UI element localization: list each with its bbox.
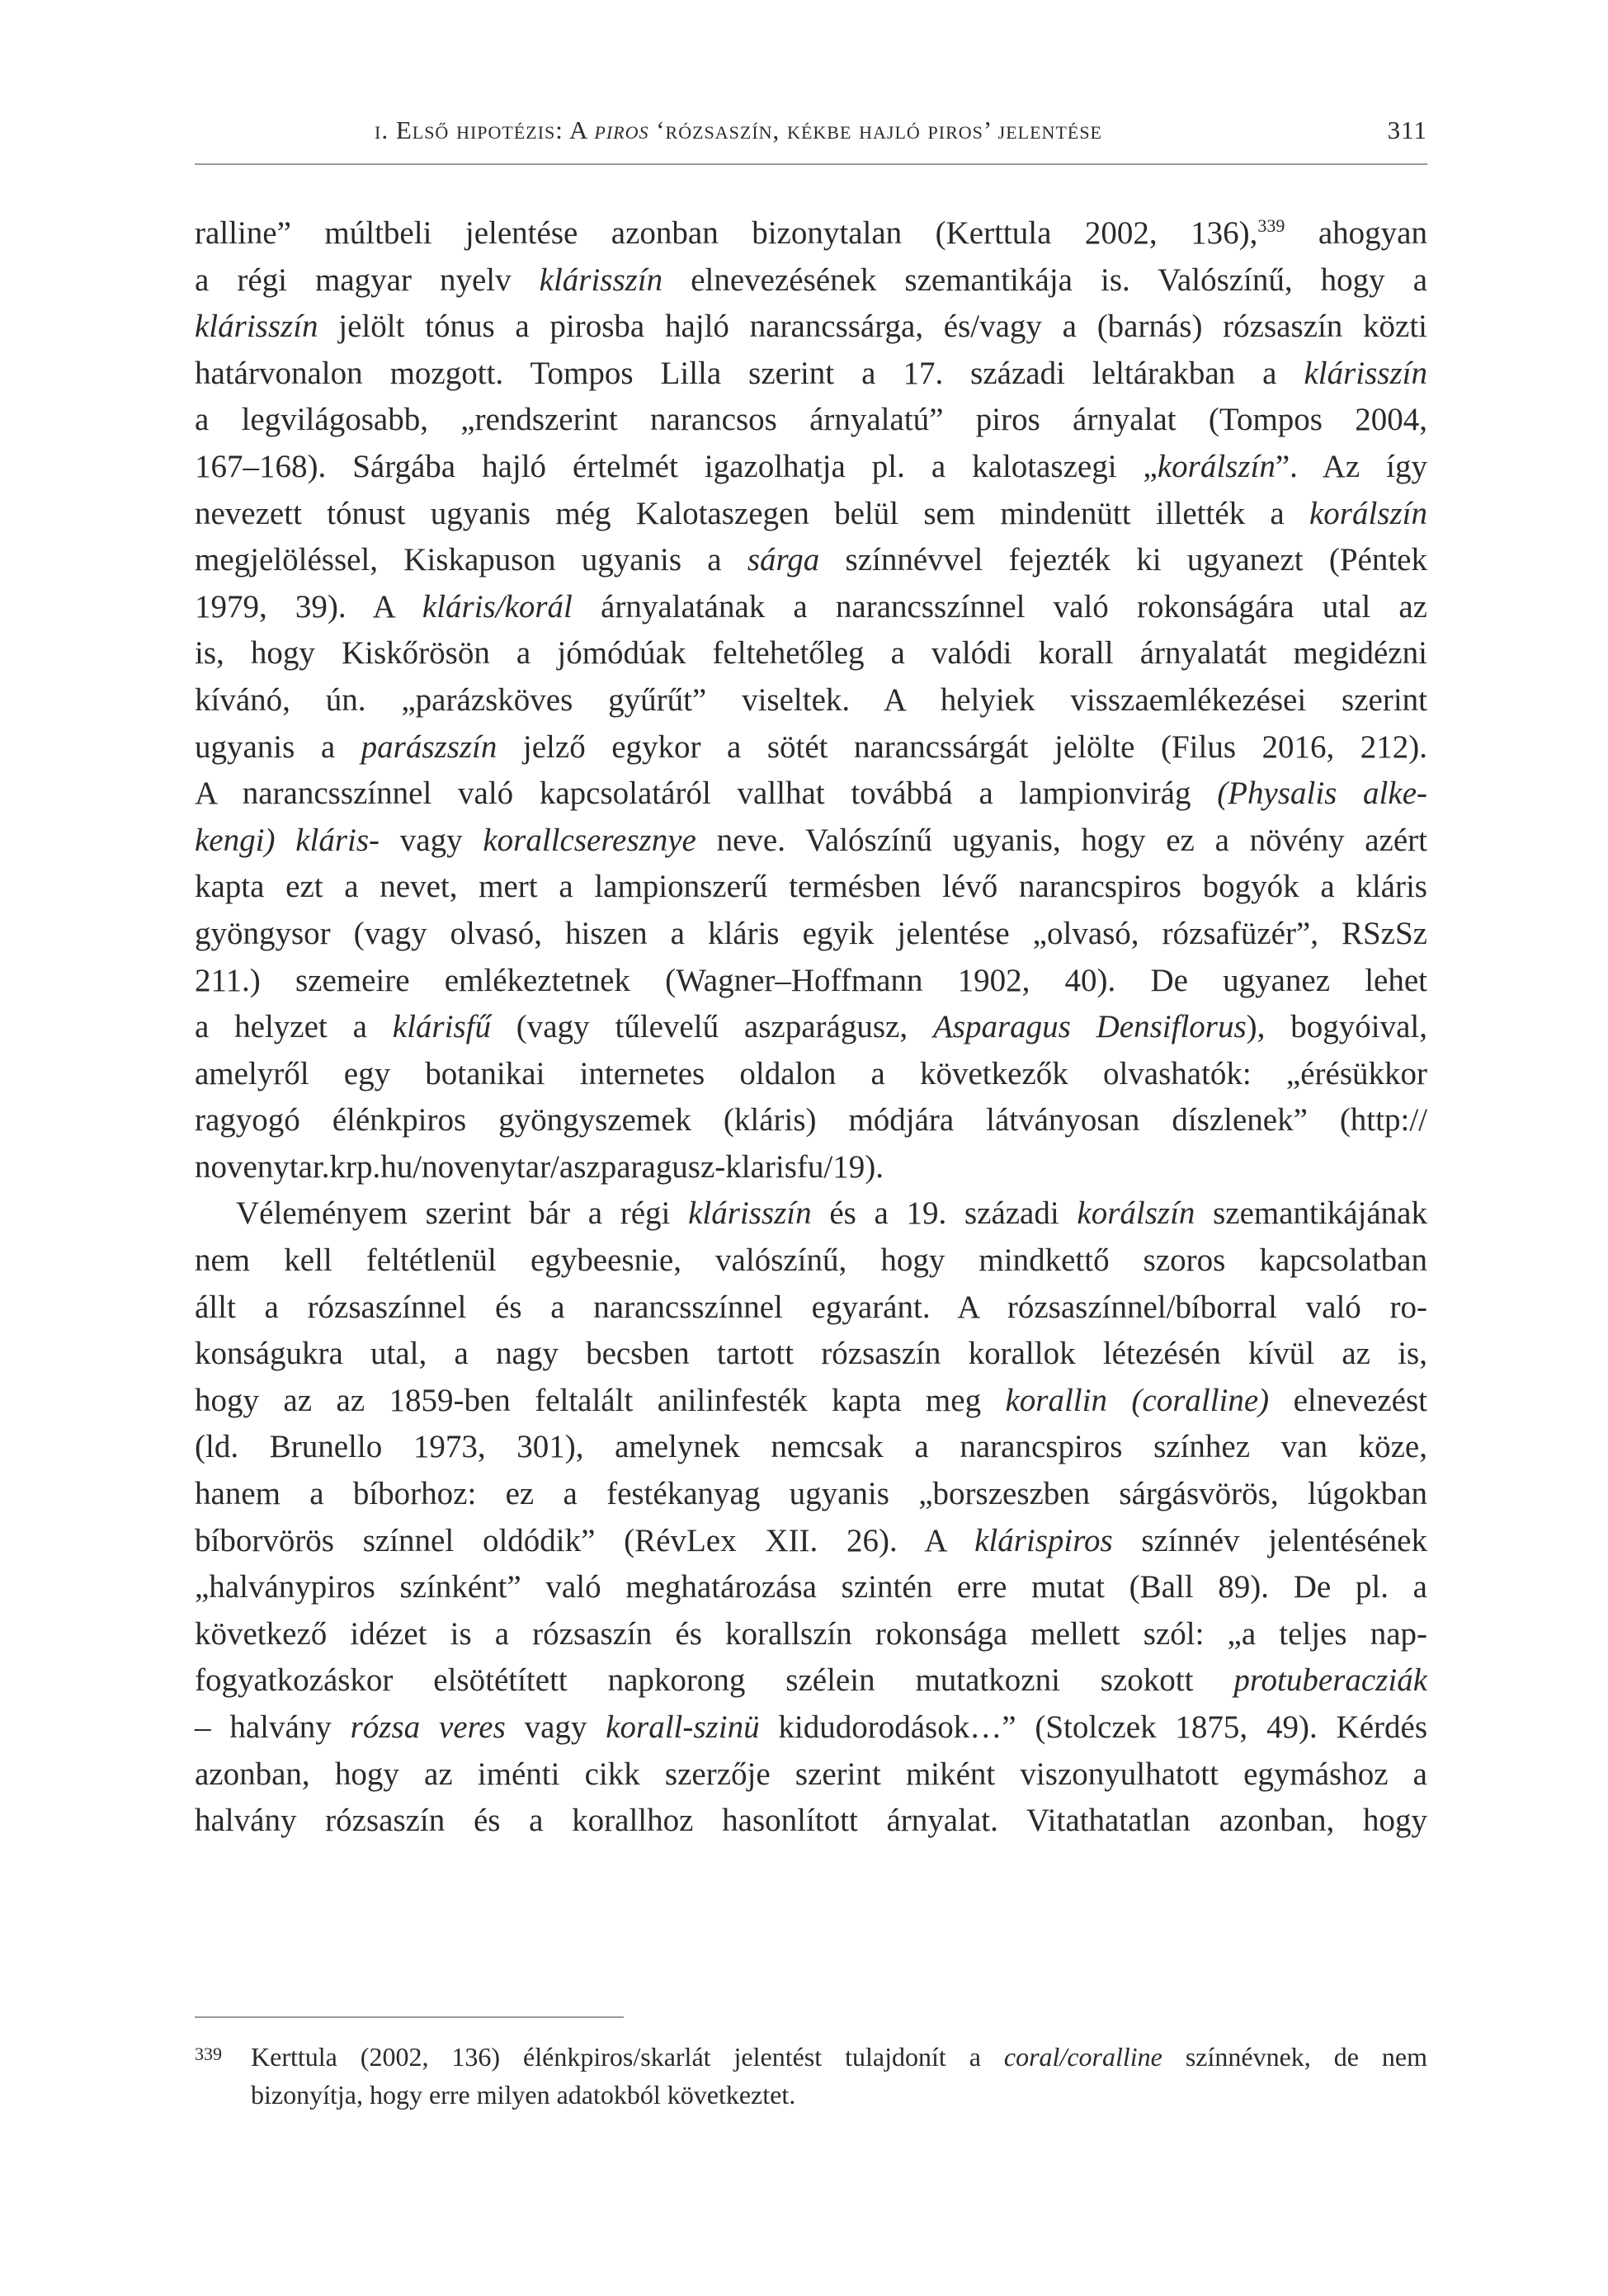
text-line: hogy az az 1859-ben feltalált anilinfesték kapta meg korallin (coralline) elnevezést bbox=[195, 1382, 1427, 1418]
footnote-line: Kerttula (2002, 136) élénkpiros/skarlát jelentést tulajdonít a coral/coralline színnévnek, de nem bbox=[251, 2042, 1428, 2072]
text-line: „halványpiros színként” való meghatározása szintén erre mutat (Ball 89). De pl. a bbox=[195, 1569, 1427, 1605]
text-line: a helyzet a klárisfű (vagy tűlevelű aszparágusz, Asparagus Densiflorus), bogyóival, bbox=[195, 1009, 1427, 1045]
text-line: azonban, hogy az iménti cikk szerzője szerint miként viszonyulhatott egymáshoz a bbox=[195, 1756, 1427, 1792]
text-line: ugyanis a parászszín jelző egykor a sötét narancssárgát jelölte (Filus 2016, 212). bbox=[195, 728, 1427, 765]
text-line: állt a rózsaszínnel és a narancsszínnel egyaránt. A rózsaszínnel/bíborral való ro- bbox=[195, 1289, 1427, 1325]
footnote-marker: 339 bbox=[195, 2044, 222, 2064]
text-line: fogyatkozáskor elsötétített napkorong szélein mutatkozni szokott protuberacziák bbox=[195, 1662, 1427, 1699]
text-line: klárisszín jelölt tónus a pirosba hajló narancssárga, és/vagy a (barnás) rózsaszín közti bbox=[195, 309, 1427, 345]
text-line: Véleményem szerint bár a régi klárisszín és a 19. századi korálszín szemantikájának bbox=[236, 1195, 1427, 1232]
text-line: 211.) szemeire emlékeztetnek (Wagner–Hoffmann 1902, 40). De ugyanez lehet bbox=[195, 962, 1427, 998]
running-title bbox=[375, 114, 1102, 147]
text-line: hanem a bíborhoz: ez a festékanyag ugyanis „borszeszben sárgásvörös, lúgokban bbox=[195, 1476, 1427, 1512]
text-line: kengi) kláris- vagy korallcseresznye neve. Valószínű ugyanis, hogy ez a növény azért bbox=[195, 822, 1428, 858]
text-line: (ld. Brunello 1973, 301), amelynek nemcsak a narancspiros színhez van köze, bbox=[195, 1429, 1427, 1465]
footnote bbox=[195, 2038, 1427, 2114]
body-text bbox=[195, 210, 1427, 1845]
text-line: ragyogó élénkpiros gyöngyszemek (kláris) módjára látványosan díszlenek” (http:// bbox=[195, 1102, 1427, 1139]
text-line: nem kell feltétlenül egybeesnie, valószínű, hogy mindkettő szoros kapcsolatban bbox=[195, 1242, 1427, 1279]
text-line: amelyről egy botanikai internetes oldalon a következők olvashatók: „érésükkor bbox=[195, 1055, 1427, 1091]
text-line: a legvilágosabb, „rendszerint narancsos árnyalatú” piros árnyalat (Tompos 2004, bbox=[195, 402, 1427, 438]
text-line: határvonalon mozgott. Tompos Lilla szerint a 17. századi leltárakban a klárisszín bbox=[195, 355, 1427, 391]
footnote-text bbox=[251, 2038, 1427, 2114]
text-line: A narancsszínnel való kapcsolatáról vallhat továbbá a lampionvirág (Physalis alke- bbox=[195, 776, 1427, 812]
text-line: a régi magyar nyelv klárisszín elnevezésének szemantikája is. Valószínű, hogy a bbox=[195, 262, 1428, 298]
footnote-divider bbox=[195, 2016, 624, 2018]
text-line: konságukra utal, a nagy becsben tartott rózsaszín korallok létezésén kívül az is, bbox=[195, 1336, 1427, 1372]
footnote-line: bizonyítja, hogy erre milyen adatokból következtet. bbox=[251, 2080, 796, 2110]
text-line: ralline” múltbeli jelentése azonban bizonytalan (Kerttula 2002, 136),$^{339}$ ahogyan bbox=[195, 215, 1427, 251]
text-line: is, hogy Kiskőrösön a jómódúak feltehetőleg a valódi korall árnyalatát megidézni bbox=[195, 635, 1427, 672]
text-line: következő idézet is a rózsaszín és korallszín rokonsága mellett szól: „a teljes nap- bbox=[195, 1615, 1427, 1652]
text-line: nevezett tónust ugyanis még Kalotaszegen belül sem mindenütt illették a korálszín bbox=[195, 495, 1427, 531]
text-line: halvány rózsaszín és a korallhoz hasonlított árnyalat. Vitathatatlan azonban, hogy bbox=[195, 1803, 1427, 1839]
running-title-italic: piros bbox=[594, 116, 649, 144]
footnote-ref[interactable]: 339 bbox=[1257, 215, 1285, 236]
text-line: – halvány rózsa veres vagy korall-szinü kidudorodások…” (Stolczek 1875, 49). Kérdés bbox=[195, 1709, 1427, 1745]
text-line: 1979, 39). A kláris/korál árnyalatának a narancsszínnel való rokonságára utal az bbox=[195, 588, 1427, 625]
running-title-part: i. Első hipotézis: A bbox=[375, 116, 595, 144]
running-title-part: ‘rózsaszín, kékbe hajló piros’ jelentése bbox=[648, 116, 1102, 144]
text-line: kívánó, ún. „parázsköves gyűrűt” viseltek. A helyiek visszaemlékezései szerint bbox=[195, 681, 1427, 718]
text-line: bíborvörös színnel oldódik” (RévLex XII. 26). A klárispiros színnév jelentésének bbox=[195, 1522, 1427, 1558]
text-line: megjelöléssel, Kiskapuson ugyanis a sárga színnévvel fejezték ki ugyanezt (Péntek bbox=[195, 542, 1427, 578]
text-line: gyöngysor (vagy olvasó, hiszen a kláris egyik jelentése „olvasó, rózsafüzér”, RSzSz bbox=[195, 915, 1427, 951]
running-header bbox=[195, 114, 1427, 165]
text-line-url[interactable]: novenytar.krp.hu/novenytar/aszparagusz-klarisfu/19). bbox=[195, 1148, 884, 1185]
text-line: kapta ezt a nevet, mert a lampionszerű termésben lévő narancspiros bogyók a kláris bbox=[195, 869, 1427, 905]
page-number: 311 bbox=[1387, 116, 1427, 144]
text-line: 167–168). Sárgába hajló értelmét igazolhatja pl. a kalotaszegi „korálszín”. Az így bbox=[195, 448, 1428, 484]
